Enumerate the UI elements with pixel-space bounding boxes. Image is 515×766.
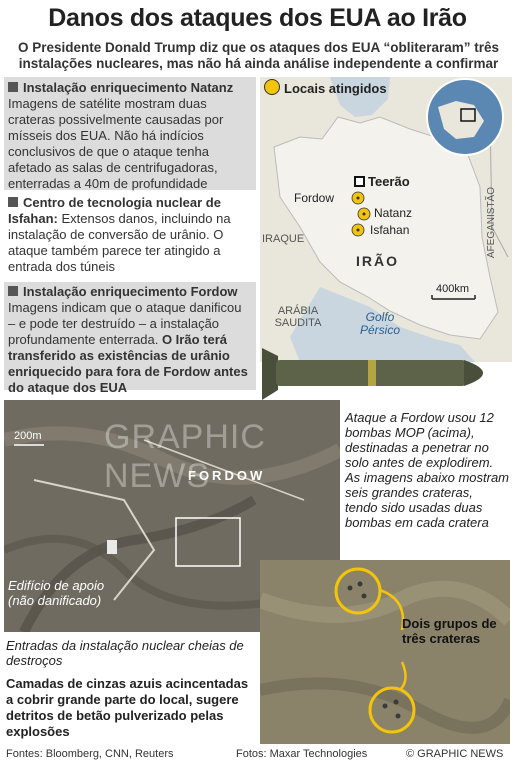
support-building-caption: Edifício de apoio (não danificado) bbox=[8, 578, 105, 608]
city-fordow: Fordow bbox=[294, 191, 335, 205]
map-legend-text: Locais atingidos bbox=[284, 81, 387, 96]
country-saudi: ARÁBIA SAUDITA bbox=[274, 305, 322, 329]
isfahan-text bbox=[8, 195, 252, 275]
natanz-heading-text: Instalação enriquecimento Natanz bbox=[23, 80, 234, 95]
page-subtitle: O Presidente Donald Trump diz que os ataques dos EUA “obliteraram” três instalações nucleares, mas não há ainda análise independente a confirmar bbox=[17, 40, 500, 71]
fordow-body-bold: O Irão terá transferido as existências de urânio enriquecido para fora de Fordow antes do ataque dos EUA bbox=[8, 332, 248, 395]
isfahan-radiation-icon bbox=[352, 224, 364, 236]
fordow-body bbox=[8, 300, 252, 396]
bomb-nose bbox=[464, 360, 483, 386]
city-tehran: Teerão bbox=[368, 174, 410, 189]
bullet-square-icon bbox=[8, 82, 18, 92]
inset-terrain bbox=[260, 560, 510, 744]
craters-caption: Dois grupos de três crateras bbox=[402, 616, 497, 646]
country-iraq: IRAQUE bbox=[262, 233, 305, 245]
natanz-panel bbox=[4, 77, 256, 190]
city-natanz: Natanz bbox=[374, 206, 413, 220]
photo-location-label: FORDOW bbox=[188, 468, 266, 483]
ash-caption: Camadas de cinzas azuis acincentadas a cobrir grande parte do local, sugere detritos de betão pulverizado pelas explosões bbox=[6, 676, 249, 739]
iran-map bbox=[260, 77, 512, 362]
natanz-body: Imagens de satélite mostram duas crateras possivelmente causadas por mísseis dos EUA. Não há indícios conclusivos de que o ataque tenha afetado as salas de centrifugadoras, enterradas a 40m de profundidade bbox=[8, 96, 224, 191]
natanz-heading bbox=[8, 80, 252, 96]
isfahan-body: Extensos danos, incluindo na instalação de conversão de urânio. O ataque também parece ter atingido a entrada dos túneis bbox=[8, 211, 231, 274]
fordow-heading bbox=[8, 284, 252, 300]
isfahan-heading: Centro de tecnologia nuclear de Isfahan: bbox=[8, 195, 221, 226]
page-title: Danos dos ataques dos EUA ao Irão bbox=[48, 4, 467, 32]
country-afghanistan: AFEGANISTÃO bbox=[486, 187, 497, 259]
photo-scale-label: 200m bbox=[14, 430, 42, 442]
globe-locator bbox=[427, 79, 503, 155]
map-legend bbox=[264, 79, 387, 96]
crater-inset-photo bbox=[260, 560, 510, 744]
bombs-caption: Ataque a Fordow usou 12 bombas MOP (acima), destinadas a penetrar no solo antes de explodirem. As imagens abaixo mostram seis grandes crateras, tendo sido usadas duas bombas em cada cratera bbox=[345, 410, 510, 530]
fordow-panel bbox=[4, 282, 256, 395]
watermark: GRAPHIC NEWS bbox=[104, 418, 266, 495]
gulf-label: Golfo Pérsico bbox=[359, 310, 400, 337]
fordow-radiation-icon bbox=[352, 192, 364, 204]
fordow-body-text: Imagens indicam que o ataque danificou – e pode ter destruído – a instalação profundamente enterrada. bbox=[8, 300, 242, 347]
fordow-heading-text: Instalação enriquecimento Fordow bbox=[23, 284, 238, 299]
city-isfahan: Isfahan bbox=[370, 223, 410, 237]
entrances-caption: Entradas da instalação nuclear cheias de destroços bbox=[6, 638, 244, 668]
isfahan-panel bbox=[4, 195, 256, 275]
natanz-radiation-icon bbox=[358, 208, 370, 220]
radiation-icon bbox=[264, 79, 280, 95]
capital-marker bbox=[355, 177, 364, 186]
footer-photos: Fotos: Maxar Technologies bbox=[236, 748, 368, 760]
bomb-fin bbox=[262, 348, 278, 400]
scale-label: 400km bbox=[436, 283, 470, 295]
bullet-square-icon bbox=[8, 197, 18, 207]
bomb-stripe bbox=[368, 360, 376, 386]
footer-brand: © GRAPHIC NEWS bbox=[406, 748, 504, 760]
footer-sources: Fontes: Bloomberg, CNN, Reuters bbox=[6, 748, 174, 760]
country-iran: IRÃO bbox=[356, 253, 399, 269]
bullet-square-icon bbox=[8, 286, 18, 296]
